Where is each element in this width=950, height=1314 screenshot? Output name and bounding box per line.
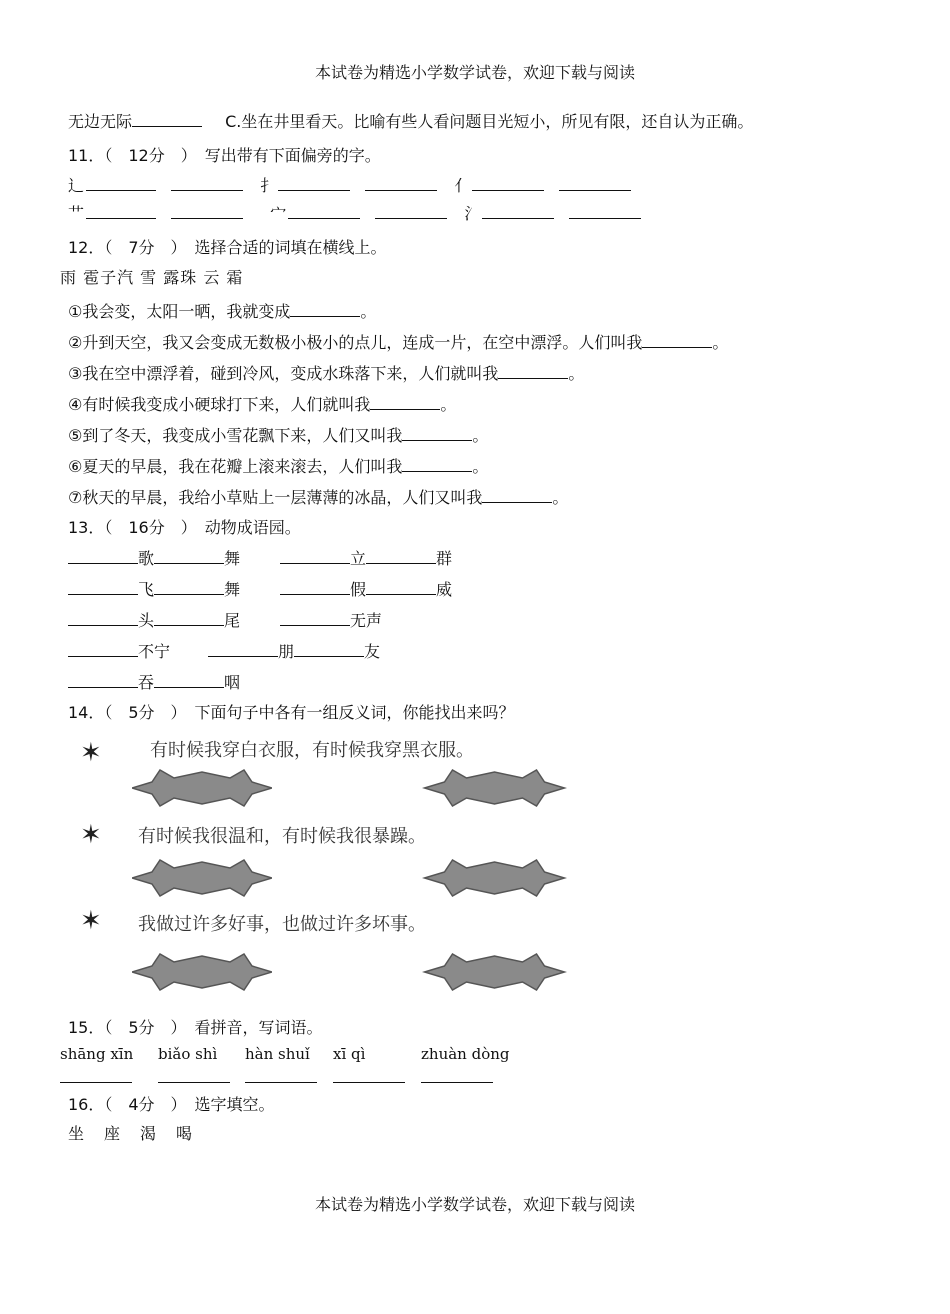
q13-row-5a (68, 673, 240, 693)
q12-item-3 (68, 364, 584, 384)
answer-blank[interactable] (288, 204, 360, 219)
item-text: ③我在空中漂浮着，碰到冷风，变成水珠落下来，人们就叫我 (68, 364, 499, 383)
answer-blank[interactable] (290, 302, 360, 317)
answer-blank[interactable] (280, 580, 350, 595)
q12-item-5 (68, 426, 488, 446)
idiom-char: 假 (350, 580, 367, 599)
answer-blank[interactable] (68, 580, 138, 595)
radical-label: 辶 (68, 176, 85, 195)
prev-left-text: 无边无际 (68, 112, 133, 131)
period: 。 (472, 457, 489, 476)
page-header: 本试卷为精选小学数学试卷，欢迎下载与阅读 (314, 63, 635, 82)
q14-title: 14．（ 5分 ） 下面句子中各有一组反义词，你能找出来吗？ (68, 703, 515, 722)
answer-blank[interactable] (68, 611, 138, 626)
q11-row2 (68, 204, 641, 224)
idiom-char: 立 (350, 549, 367, 568)
idiom-char: 朋 (278, 642, 295, 661)
page-footer: 本试卷为精选小学数学试卷，欢迎下载与阅读 (314, 1195, 635, 1214)
answer-blank[interactable] (158, 1068, 230, 1083)
answer-blank[interactable] (208, 642, 278, 657)
period: 。 (472, 426, 489, 445)
item-text: ⑤到了冬天，我变成小雪花飘下来，人们又叫我 (68, 426, 403, 445)
answer-blank[interactable] (642, 333, 712, 348)
answer-shape-right-3[interactable] (422, 952, 567, 992)
q12-item-6 (68, 457, 488, 477)
q13-row-3a (68, 611, 240, 631)
q13-row-4b (208, 642, 380, 662)
pinyin-2: biǎo shì (158, 1045, 218, 1063)
answer-blank[interactable] (86, 176, 156, 191)
answer-blank[interactable] (498, 364, 568, 379)
period: 。 (440, 395, 457, 414)
answer-blank[interactable] (278, 176, 350, 191)
q12-item-4 (68, 395, 456, 415)
answer-blank[interactable] (60, 1068, 132, 1083)
answer-blank[interactable] (154, 549, 224, 564)
answer-blank[interactable] (421, 1068, 493, 1083)
q13-row-2a (68, 580, 240, 600)
radical-label: 氵 (464, 204, 481, 223)
answer-blank[interactable] (68, 673, 138, 688)
item-text: ⑦秋天的早晨，我给小草贴上一层薄薄的冰晶，人们又叫我 (68, 488, 483, 507)
q14-sentence-1: 有时候我穿白衣服，有时候我穿黑衣服。 (150, 740, 474, 761)
answer-blank[interactable] (366, 580, 436, 595)
q14-sentence-2: 有时候我很温和，有时候我很暴躁。 (138, 826, 426, 847)
item-text: ②升到天空，我又会变成无数极小极小的点儿，连成一片，在空中漂浮。人们叫我 (68, 333, 643, 352)
q13-row-2b (280, 580, 452, 600)
answer-blank[interactable] (68, 549, 138, 564)
idiom-char: 不宁 (138, 642, 171, 661)
pinyin-4: xī qì (333, 1045, 366, 1063)
answer-blank[interactable] (245, 1068, 317, 1083)
q14-figure (70, 732, 590, 1004)
q13-row-4a (68, 642, 170, 662)
idiom-char: 群 (436, 549, 453, 568)
idiom-char: 头 (138, 611, 155, 630)
answer-blank[interactable] (559, 176, 631, 191)
answer-blank[interactable] (569, 204, 641, 219)
answer-blank[interactable] (280, 611, 350, 626)
answer-shape-right-2[interactable] (422, 858, 567, 898)
idiom-char: 歌 (138, 549, 155, 568)
answer-blank[interactable] (154, 673, 224, 688)
answer-blank[interactable] (482, 204, 554, 219)
q12-title: 12．（ 7分 ） 选择合适的词填在横线上。 (68, 238, 387, 257)
answer-blank[interactable] (402, 426, 472, 441)
answer-blank[interactable] (171, 204, 243, 219)
idiom-char: 尾 (224, 611, 241, 630)
radical-label: 艹 (68, 204, 85, 223)
idiom-char: 飞 (138, 580, 155, 599)
answer-blank[interactable] (154, 580, 224, 595)
pinyin-3: hàn shuǐ (245, 1045, 310, 1063)
item-text: ④有时候我变成小硬球打下来，人们就叫我 (68, 395, 371, 414)
q15-title: 15．（ 5分 ） 看拼音，写词语。 (68, 1018, 323, 1037)
period: 。 (360, 302, 377, 321)
q14-sentence-3: 我做过许多好事，也做过许多坏事。 (138, 914, 426, 935)
radical-label: 宀 (270, 204, 287, 223)
q11-row1 (68, 176, 631, 196)
idiom-char: 吞 (138, 673, 155, 692)
star-icon: ✶ (80, 906, 102, 936)
period: 。 (712, 333, 729, 352)
answer-blank[interactable] (280, 549, 350, 564)
idiom-char: 威 (436, 580, 453, 599)
answer-shape-right-1[interactable] (422, 768, 567, 808)
answer-blank[interactable] (375, 204, 447, 219)
idiom-char: 舞 (224, 580, 241, 599)
answer-blank[interactable] (366, 549, 436, 564)
answer-shape-left-1[interactable] (132, 768, 272, 808)
answer-blank[interactable] (482, 488, 552, 503)
idiom-char: 舞 (224, 549, 241, 568)
q13-row-1a (68, 549, 240, 569)
q16-characters: 坐 座 渴 喝 (68, 1124, 195, 1143)
q13-row-3b (280, 611, 382, 631)
answer-blank[interactable] (86, 204, 156, 219)
answer-blank[interactable] (370, 395, 440, 410)
answer-shape-left-3[interactable] (132, 952, 272, 992)
answer-blank[interactable] (365, 176, 437, 191)
idiom-char: 无声 (350, 611, 383, 630)
answer-blank[interactable] (402, 457, 472, 472)
prev-right-text: C.坐在井里看天。比喻有些人看问题目光短小，所见有限，还自认为正确。 (225, 112, 754, 131)
q16-title: 16．（ 4分 ） 选字填空。 (68, 1095, 275, 1114)
answer-blank[interactable] (333, 1068, 405, 1083)
answer-blank[interactable] (294, 642, 364, 657)
q12-word-bank: 雨 雹子汽 雪 露珠 云 霜 (60, 268, 244, 287)
idiom-char: 咽 (224, 673, 241, 692)
q13-row-1b (280, 549, 452, 569)
star-icon: ✶ (80, 738, 102, 768)
item-text: ⑥夏天的早晨，我在花瓣上滚来滚去，人们叫我 (68, 457, 403, 476)
q11-title: 11．（ 12分 ） 写出带有下面偏旁的字。 (68, 146, 381, 165)
answer-blank[interactable] (171, 176, 243, 191)
answer-blank[interactable] (68, 642, 138, 657)
pinyin-1: shāng xīn (60, 1045, 134, 1063)
answer-blank[interactable] (154, 611, 224, 626)
item-text: ①我会变，太阳一晒，我就变成 (68, 302, 291, 321)
prev-question-line (68, 112, 753, 132)
q12-item-1 (68, 302, 376, 322)
q13-title: 13．（ 16分 ） 动物成语园。 (68, 518, 301, 537)
answer-blank[interactable] (472, 176, 544, 191)
answer-shape-left-2[interactable] (132, 858, 272, 898)
q12-item-2 (68, 333, 728, 353)
answer-blank[interactable] (132, 112, 202, 127)
radical-label: 亻 (454, 176, 471, 195)
q12-item-7 (68, 488, 568, 508)
radical-label: 扌 (260, 176, 277, 195)
star-icon: ✶ (80, 820, 102, 850)
period: 。 (552, 488, 569, 507)
pinyin-5: zhuàn dòng (421, 1045, 510, 1063)
idiom-char: 友 (364, 642, 381, 661)
period: 。 (568, 364, 585, 383)
